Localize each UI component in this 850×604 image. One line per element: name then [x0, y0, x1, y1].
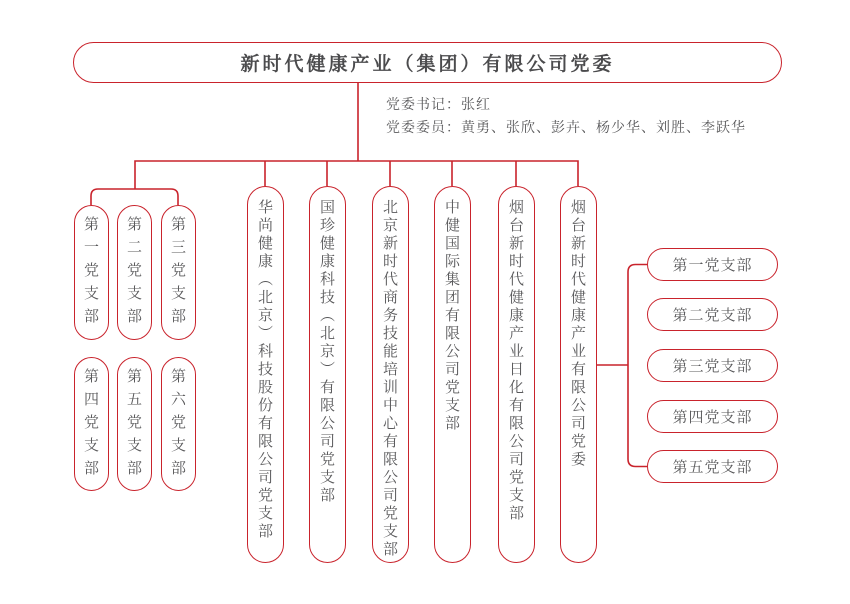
branch-node-4	[74, 357, 109, 491]
yantai-sub-node-2	[647, 298, 778, 331]
branch-node-2-label: 第二党支部	[125, 216, 143, 331]
branch-node-6	[161, 357, 196, 491]
yantai-sub-node-4-label: 第四党支部	[672, 408, 753, 426]
company-node-guozhen-label: 国珍健康科技（北京）有限公司党支部	[318, 199, 336, 505]
company-node-yantai-rihua	[498, 186, 535, 563]
company-node-yantai-committee-label: 烟台新时代健康产业有限公司党委	[569, 199, 587, 469]
branch-node-3-label: 第三党支部	[169, 216, 187, 331]
yantai-sub-node-3-label: 第三党支部	[672, 357, 753, 375]
company-node-yantai-committee	[560, 186, 597, 563]
root-node	[73, 42, 782, 83]
yantai-sub-node-1	[647, 248, 778, 281]
branch-node-1-label: 第一党支部	[82, 216, 100, 331]
branch-node-2	[117, 205, 152, 340]
company-node-huashang-label: 华尚健康（北京）科技股份有限公司党支部	[256, 199, 274, 541]
branch-node-5-label: 第五党支部	[125, 368, 143, 483]
main-rail-line	[135, 161, 578, 189]
yantai-sub-node-4	[647, 400, 778, 433]
branch-node-1	[74, 205, 109, 340]
root-node-label: 新时代健康产业（集团）有限公司党委	[240, 53, 615, 75]
company-node-huashang	[247, 186, 284, 563]
branch-node-6-label: 第六党支部	[169, 368, 187, 483]
yantai-sub-node-2-label: 第二党支部	[672, 306, 753, 324]
yantai-sub-node-3	[647, 349, 778, 382]
branch-node-4-label: 第四党支部	[82, 368, 100, 483]
company-node-zhongjian	[434, 186, 471, 563]
company-node-beijing-training-label: 北京新时代商务技能培训中心有限公司党支部	[381, 199, 399, 559]
members-line: 党委委员：黄勇、张欣、彭卉、杨少华、刘胜、李跃华	[386, 120, 746, 136]
yantai-sub-node-5-label: 第五党支部	[672, 458, 753, 476]
yantai-sub-node-1-label: 第一党支部	[672, 256, 753, 274]
branch-node-3	[161, 205, 196, 340]
left-bracket-line	[91, 189, 178, 205]
company-node-beijing-training	[372, 186, 409, 563]
committee-info	[386, 94, 746, 140]
secretary-line: 党委书记：张红	[386, 97, 491, 113]
yantai-sub-node-5	[647, 450, 778, 483]
company-node-zhongjian-label: 中健国际集团有限公司党支部	[443, 199, 461, 433]
right-bracket-line	[628, 265, 647, 467]
company-node-yantai-rihua-label: 烟台新时代健康产业日化有限公司党支部	[507, 199, 525, 523]
company-node-guozhen	[309, 186, 346, 563]
branch-node-5	[117, 357, 152, 491]
